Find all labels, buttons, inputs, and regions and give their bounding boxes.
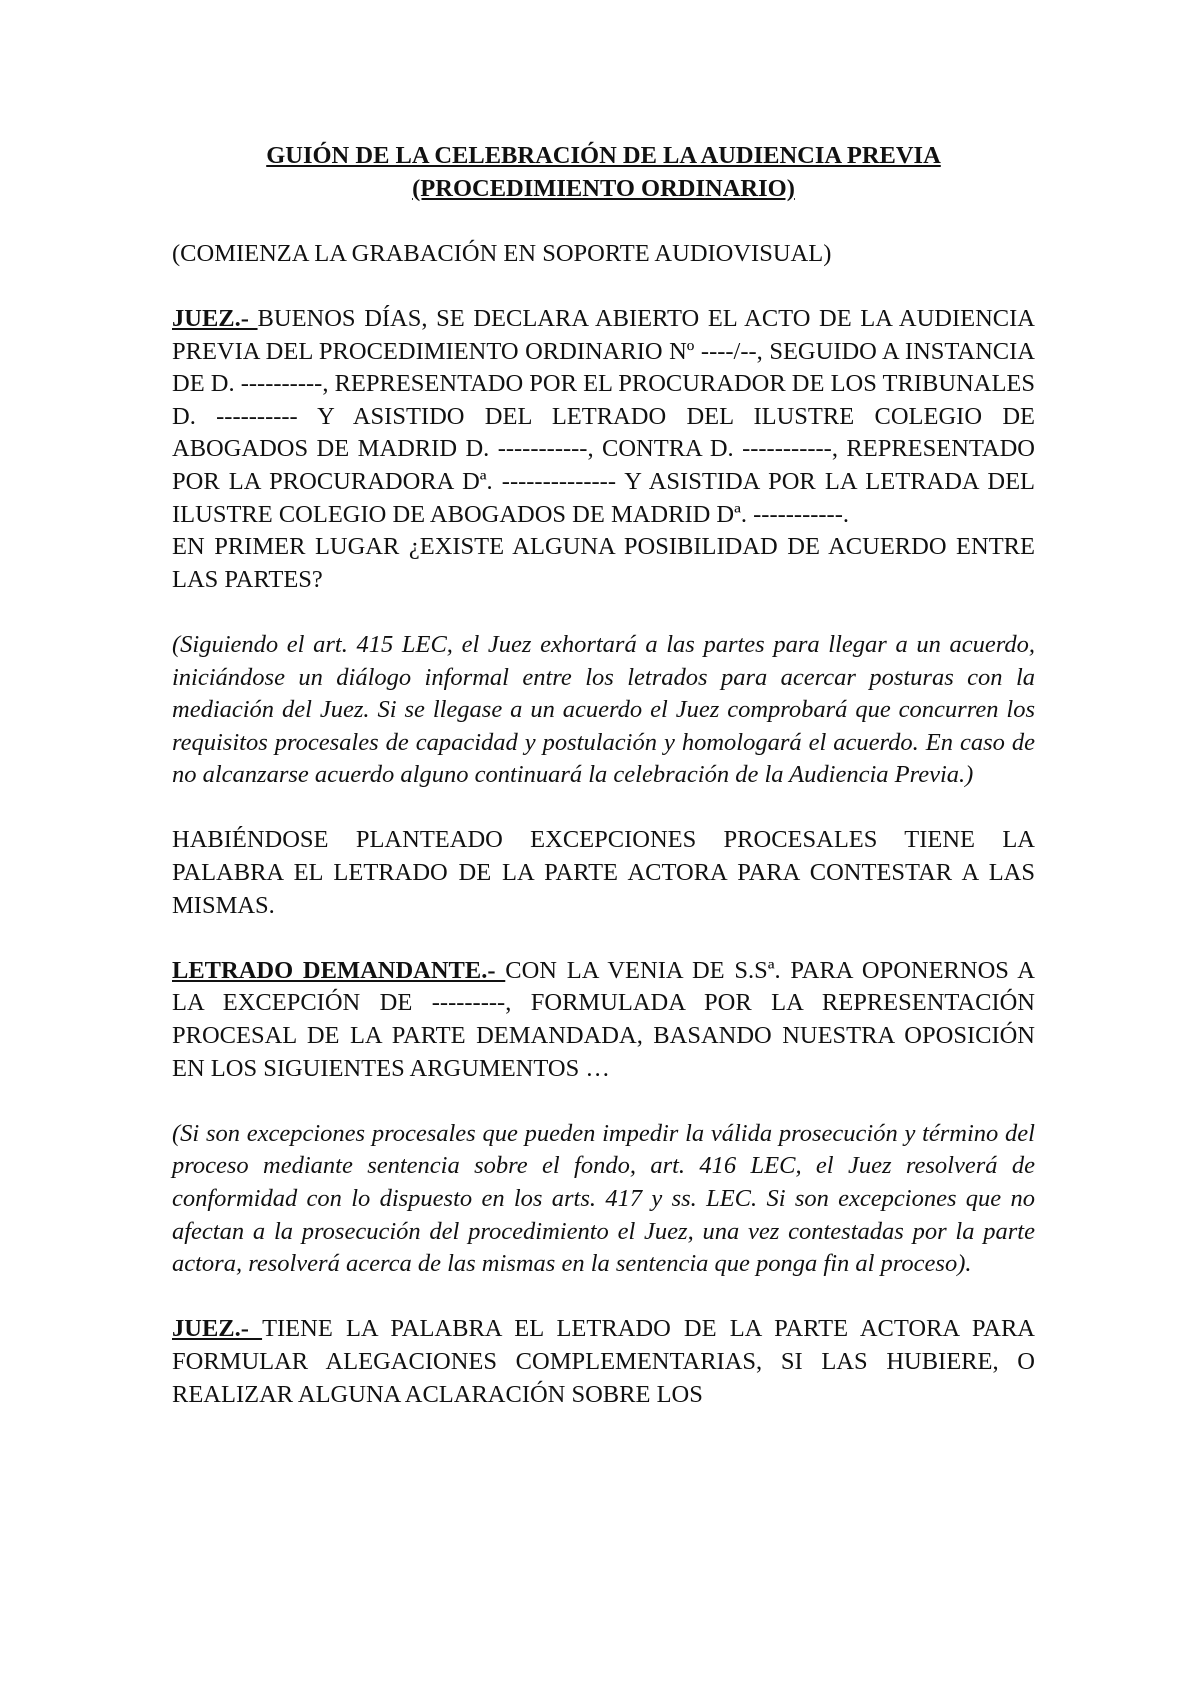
spacer (172, 205, 1035, 238)
document-page (172, 140, 1035, 1444)
judge-allegations-text: TIENE LA PALABRA EL LETRADO DE LA PARTE ACTORA PARA FORMULAR ALEGACIONES COMPLEMENTARIAS, SI LAS HUBIERE, O REALIZAR ALGUNA ACLARACIÓN SOBRE LOS (172, 1315, 1035, 1408)
judge-agreement-question: EN PRIMER LUGAR ¿EXISTE ALGUNA POSIBILIDAD DE ACUERDO ENTRE LAS PARTES? (172, 533, 1035, 593)
speaker-judge: JUEZ.- (172, 304, 258, 332)
document-title-line1: GUIÓN DE LA CELEBRACIÓN DE LA AUDIENCIA PREVIA (266, 142, 941, 169)
speaker-judge-2: JUEZ.- (172, 1315, 263, 1343)
italic-note-exceptions: (Si son excepciones procesales que pueden impedir la válida prosecución y término del proceso mediante sentencia sobre el fondo, art. 416 LEC, el Juez resolverá de conformidad con lo dispuesto en los arts. 417 y ss. LEC. Si son excepciones que no afectan a la prosecución del procedimiento el Juez, una vez contestadas por la parte actora, resolverá acerca de las mismas en la sentencia que ponga fin al proceso). (172, 1119, 1035, 1278)
exceptions-paragraph: HABIÉNDOSE PLANTEADO EXCEPCIONES PROCESALES TIENE LA PALABRA EL LETRADO DE LA PARTE ACTORA PARA CONTESTAR A LAS MISMAS. (172, 826, 1035, 919)
speaker-plaintiff-lawyer: LETRADO DEMANDANTE.- (172, 956, 506, 984)
italic-note-agreement: (Siguiendo el art. 415 LEC, el Juez exhortará a las partes para llegar a un acuerdo, iniciándose un diálogo informal entre los letrados para acercar posturas con la mediación del Juez. Si se llegase a un acuerdo el Juez comprobará que concurren los requisitos procesales de capacidad y postulación y homologará el acuerdo. En caso de no alcanzarse acuerdo alguno continuará la celebración de la Audiencia Previa.) (172, 630, 1035, 789)
plaintiff-lawyer-text: CON LA VENIA DE S.Sª. PARA OPONERNOS A LA EXCEPCIÓN DE ---------, FORMULADA POR LA REPRESENTACIÓN PROCESAL DE LA PARTE DEMANDADA, BASANDO NUESTRA OPOSICIÓN EN LOS SIGUIENTES ARGUMENTOS … (172, 956, 1035, 1082)
document-title-line2: (PROCEDIMIENTO ORDINARIO) (412, 174, 795, 202)
judge-opening-text: BUENOS DÍAS, SE DECLARA ABIERTO EL ACTO DE LA AUDIENCIA PREVIA DEL PROCEDIMIENTO ORDINARIO Nº ----/--, SEGUIDO A INSTANCIA DE D. ----------, REPRESENTADO POR EL PROCURADOR DE LOS TRIBUNALES D. ---------- Y ASISTIDO DEL LETRADO DEL ILUSTRE COLEGIO DE ABOGADOS DE MADRID D. -----------, CONTRA D. -----------, REPRESENTADO POR LA PROCURADORA Dª. -------------- Y ASISTIDA POR LA LETRADA DEL ILUSTRE COLEGIO DE ABOGADOS DE MADRID Dª. -----------. (172, 304, 1036, 528)
plaintiff-lawyer-paragraph (172, 955, 1035, 1085)
judge-opening-paragraph (172, 303, 1035, 531)
recording-note: (COMIENZA LA GRABACIÓN EN SOPORTE AUDIOVISUAL) (172, 239, 832, 267)
judge-allegations-paragraph (172, 1313, 1035, 1411)
